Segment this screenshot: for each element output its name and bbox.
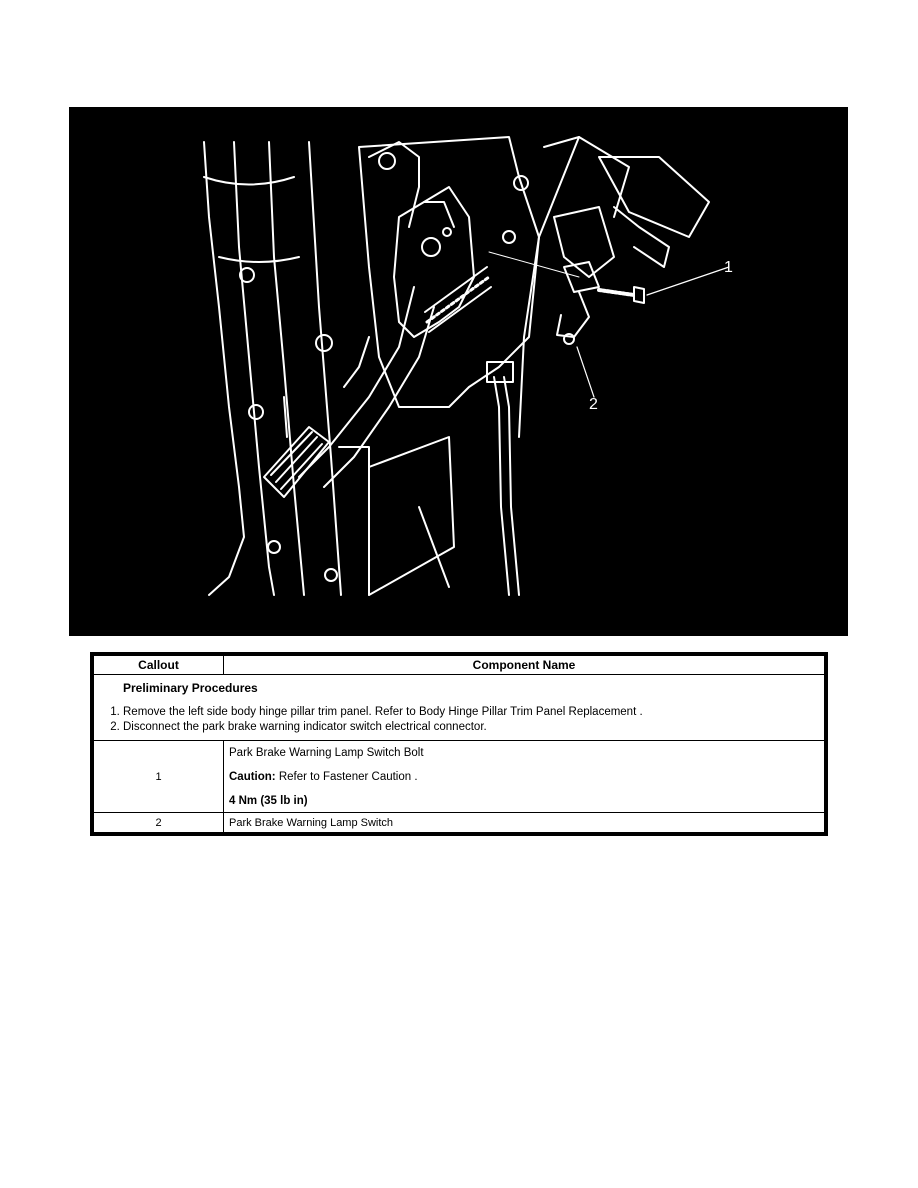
preliminary-procedures-row xyxy=(94,675,825,741)
header-callout: Callout xyxy=(94,656,224,675)
callout-1-label: 1 xyxy=(724,259,733,276)
torque-spec xyxy=(229,794,819,808)
table-header-row xyxy=(94,656,825,675)
component-illustration xyxy=(69,107,848,636)
caution-text: Refer to Fastener Caution . xyxy=(275,770,418,783)
preliminary-step-2: 2. Disconnect the park brake warning indicator switch electrical connector. xyxy=(123,720,819,735)
caution-note xyxy=(229,770,819,784)
table-row xyxy=(94,813,825,833)
table-row xyxy=(94,741,825,813)
callout-table-grid xyxy=(93,655,825,833)
callout-number: 1 xyxy=(94,741,224,813)
preliminary-procedures-title: Preliminary Procedures xyxy=(123,680,258,695)
component-cell xyxy=(224,741,825,813)
park-brake-pedal-drawing xyxy=(69,107,848,636)
component-name: Park Brake Warning Lamp Switch Bolt xyxy=(229,746,424,759)
callout-2-label: 2 xyxy=(589,396,598,413)
callout-number: 2 xyxy=(94,813,224,833)
torque-value: 4 Nm (35 lb in) xyxy=(229,794,308,807)
preliminary-step-1: 1. Remove the left side body hinge pillar trim panel. Refer to Body Hinge Pillar Trim Panel Replacement . xyxy=(123,705,819,720)
preliminary-steps xyxy=(99,705,819,735)
caution-label: Caution: xyxy=(229,770,276,783)
callout-table xyxy=(90,652,828,836)
header-component-name: Component Name xyxy=(224,656,825,675)
component-name: Park Brake Warning Lamp Switch xyxy=(224,813,825,833)
